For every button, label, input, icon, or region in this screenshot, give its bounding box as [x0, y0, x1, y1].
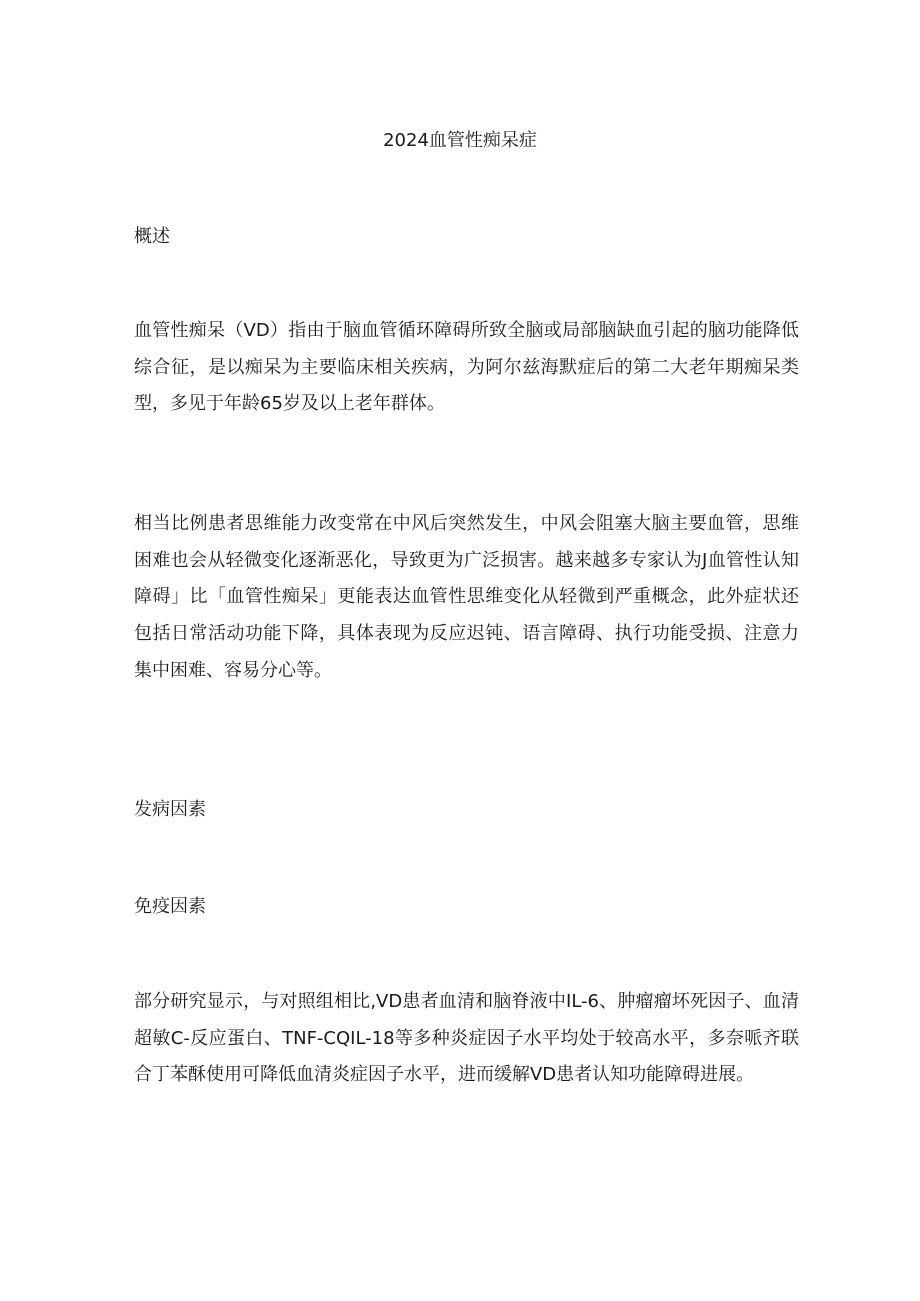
document-title: 2024血管性痴呆症 — [383, 130, 537, 151]
overview-paragraph-1: 血管性痴呆（VD）指由于脑血管循环障碍所致全脑或局部脑缺血引起的脑功能降低综合征，是以痴呆为主要临床相关疾病，为阿尔兹海默症后的第二大老年期痴呆类型，多见于年龄65岁及以上老年群体。 — [134, 320, 799, 415]
immune-paragraph: 部分研究显示，与对照组相比,VD患者血清和脑脊液中IL-6、肿瘤瘤坏死因子、血清超敏C-反应蛋白、TNF-CQIL-18等多种炎症因子水平均处于较高水平，多奈哌齐联合丁苯酥使用可降低血清炎症因子水平，进而缓解VD患者认知功能障碍进展。 — [134, 991, 799, 1086]
overview-paragraph-2: 相当比例患者思维能力改变常在中风后突然发生，中风会阻塞大脑主要血管，思维困难也会从轻微变化逐渐恶化，导致更为广泛损害。越来越多专家认为J血管性认知障碍」比「血管性痴呆」更能表达血管性思维变化从轻微到严重概念，此外症状还包括日常活动功能下降，具体表现为反应迟钝、语言障碍、执行功能受损、注意力集中困难、容易分心等。 — [134, 513, 799, 681]
overview-heading: 概述 — [134, 226, 170, 247]
cause-heading: 发病因素 — [134, 799, 206, 820]
immune-heading: 免疫因素 — [134, 896, 206, 917]
